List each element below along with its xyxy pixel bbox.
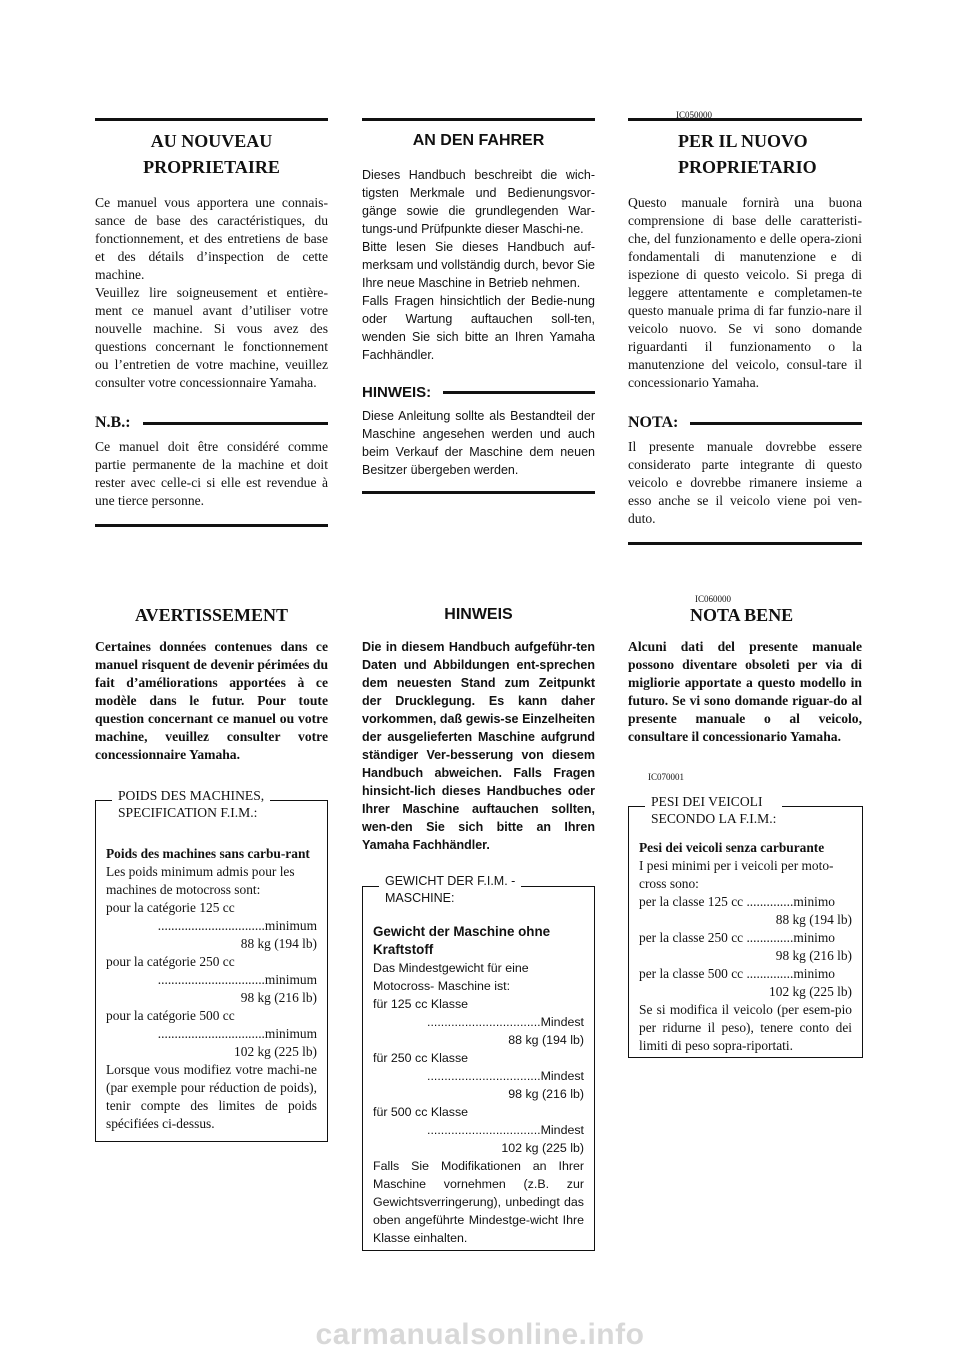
fr-box-heading: Poids des machines sans carbu-rant: [106, 846, 310, 861]
it-note-text: Il presente manuale dovrebbe essere considerato parte integrante di questo veicolo e dovrebbe rimanere insieme a esso anche se il veicolo viene poi ven-duto.: [628, 439, 862, 526]
fr-box-intro: Les poids minimum admis pour les machines de motocross sont:: [106, 864, 295, 897]
fr-warning-section: [95, 602, 328, 764]
fr-box-outro: Lorsque vous modifiez votre machi-ne (par exemple pour réduction de poids), tenir compte des limites de poids spécifiées ci-dessus.: [106, 1062, 317, 1131]
de-box-dots-250: .................................Mindest: [427, 1069, 584, 1083]
it-title: PER IL NUOVO PROPRIETARIO: [678, 131, 817, 177]
de-note-header: [362, 384, 595, 401]
fr-box-dots-500: ................................minimum: [157, 1026, 317, 1041]
de-box-value-125: 88 kg (194 lb): [508, 1033, 584, 1047]
it-note-end-rule: [628, 542, 862, 545]
de-note-label: HINWEIS:: [362, 384, 432, 401]
it-note-rule: [690, 422, 862, 425]
it-warning-text: Alcuni dati del presente manuale possono diventare obsoleti per via di migliorie apportate a questo modello in futuro. Se vi sono domande riguar-do al presente manuale o al veicolo, consultare il concessionario Yamaha.: [628, 639, 862, 744]
section-code: IC060000: [695, 594, 731, 604]
de-weight-box: [362, 874, 595, 1251]
de-intro-section: [362, 128, 595, 494]
de-warning-section: [362, 602, 595, 854]
de-note-end-rule: [362, 491, 595, 494]
fr-note-text: Ce manuel doit être considéré comme partie permanente de la machine et doit rester avec celle-ci si elle est revendue à une tierce personne.: [95, 439, 328, 508]
it-note-label: NOTA:: [628, 414, 679, 431]
de-warning-title: HINWEIS: [444, 606, 513, 623]
section-code: IC070001: [648, 772, 684, 782]
de-box-class-125: für 125 cc Klasse: [373, 997, 469, 1011]
fr-warning-title: AVERTISSEMENT: [134, 605, 289, 625]
fr-note-rule: [143, 422, 328, 425]
fr-box-class-500: pour la catégorie 500 cc: [106, 1008, 235, 1023]
top-rule-fr: [95, 118, 328, 121]
de-box-intro: Das Mindestgewicht für eine Motocross- Maschine ist:: [373, 961, 529, 993]
de-warning-text: Die in diesem Handbuch aufgeführ-ten Daten und Abbildungen ent-sprechen dem neuesten Stand zum Zeitpunkt der Drucklegung. Es kann daher vorkommen, daß gewis-se Einzelheiten der ausgelieferten Maschine aufgrund ständiger Ver-besserung von diesem Handbuch abweichen. Falls Fragen hinsicht-lich dieses Handbuches oder Ihrer Maschine auftauchen sollten, wen-den Sie sich bitte an Ihren Yamaha Fachhändler.: [362, 640, 595, 852]
it-box-class-250: per la classe 250 cc ..............minimo: [639, 930, 835, 945]
it-box-value-250: 98 kg (216 lb): [775, 948, 852, 963]
fr-box-class-125: pour la catégorie 125 cc: [106, 900, 235, 915]
it-warning-section: [628, 602, 862, 746]
fr-box-dots-250: ................................minimum: [157, 972, 317, 987]
de-box-class-500: für 500 cc Klasse: [373, 1105, 469, 1119]
de-box-value-500: 102 kg (225 lb): [501, 1141, 584, 1155]
fr-note-end-rule: [95, 524, 328, 527]
it-box-title: PESI DEI VEICOLI SECONDO LA F.I.M.:: [645, 793, 782, 827]
section-code: IC050000: [676, 110, 712, 120]
de-box-outro: Falls Sie Modifikationen an Ihrer Maschine vornehmen (z.B. zur Gewichtsverringerung), unbedingt das oben angeführte Mindestge-wicht Ihre Klasse einhalten.: [373, 1159, 584, 1245]
de-title: AN DEN FAHRER: [412, 132, 545, 149]
it-box-class-125: per la classe 125 cc ..............minimo: [639, 894, 835, 909]
de-box-value-250: 98 kg (216 lb): [508, 1087, 584, 1101]
fr-intro-text: Ce manuel vous apportera une connais-sance de base des caractéristiques, du fonctionnement, et des entretiens de base et des détails d’inspection de cette machine. Veuillez lire soigneusement et entière-ment ce manuel avant d’utiliser votre nouvelle machine. Si vous avez des questions concernant le fonctionnement ou l’entretien de votre machine, veuillez consulter votre concessionnaire Yamaha.: [95, 195, 328, 390]
de-box-heading: Gewicht der Maschine ohne Kraftstoff: [373, 924, 551, 957]
fr-box-title: POIDS DES MACHINES, SPECIFICATION F.I.M.:: [112, 787, 270, 821]
fr-box-value-125: 88 kg (194 lb): [240, 936, 317, 951]
fr-warning-text: Certaines données contenues dans ce manuel risquent de devenir périmées du fait d’améliorations apportées à ce modèle dans le futur. Pour toute question concernant ce manuel ou votre machine, veuillez consulter votre concessionnaire Yamaha.: [95, 639, 328, 762]
it-weight-box: [628, 794, 863, 1058]
de-intro-text: Dieses Handbuch beschreibt die wich-tigsten Merkmale und Bedienungsvor-gänge sowie die grundlegenden War-tungs-und Prüfpunkte dieser Maschi-ne. Bitte lesen Sie dieses Handbuch auf-merksam und vollständig durch, bevor Sie Ihre neue Maschine in Betrieb nehmen. Falls Fragen hinsichtlich der Bedie-nung oder Wartung auftauchen soll-ten, wenden Sie sich bitte an Ihren Yamaha Fachhändler.: [362, 168, 595, 362]
it-box-value-500: 102 kg (225 lb): [769, 984, 852, 999]
fr-box-value-500: 102 kg (225 lb): [234, 1044, 317, 1059]
fr-note-label: N.B.:: [95, 414, 131, 431]
it-box-value-125: 88 kg (194 lb): [775, 912, 852, 927]
it-box-heading: Pesi dei veicoli senza carburante: [639, 840, 825, 855]
de-box-dots-500: .................................Mindest: [427, 1123, 584, 1137]
de-box-title: GEWICHT DER F.I.M. - MASCHINE:: [379, 873, 521, 907]
top-rule-de: [362, 118, 595, 121]
it-note-header: [628, 414, 862, 432]
de-note-text: Diese Anleitung sollte als Bestandteil der Maschine angesehen werden und auch beim Verkauf der Maschine dem neuen Besitzer übergeben werden.: [362, 409, 595, 477]
fr-box-value-250: 98 kg (216 lb): [240, 990, 317, 1005]
it-intro-section: [628, 128, 862, 545]
it-warning-title: NOTA BENE: [690, 605, 794, 625]
fr-weight-box: [95, 788, 328, 1142]
de-box-dots-125: .................................Mindest: [427, 1015, 584, 1029]
fr-note-header: [95, 414, 328, 432]
fr-title: AU NOUVEAU PROPRIETAIRE: [143, 131, 280, 177]
de-box-class-250: für 250 cc Klasse: [373, 1051, 469, 1065]
top-rule-it: [628, 118, 862, 121]
fr-box-class-250: pour la catégorie 250 cc: [106, 954, 235, 969]
de-note-rule: [443, 391, 595, 394]
fr-box-dots-125: ................................minimum: [157, 918, 317, 933]
it-box-intro: I pesi minimi per i veicoli per moto-cross sono:: [639, 858, 834, 891]
it-box-outro: Se si modifica il veicolo (per esem-pio per ridurne il peso), tenere conto dei limiti di peso sopra-riportati.: [639, 1002, 852, 1053]
it-intro-text: Questo manuale fornirà una buona comprensione di base delle caratteristi-che, del funzionamento e delle opera-zioni fondamentali di manutenzione e di ispezione di questo veicolo. Si prega di leggere attentamente e completamen-te questo manuale prima di far funzio-nare il veicolo nuovo. Se vi sono domande riguardanti il funzionamento o la manutenzione del veicolo, consul-tare il concessionario Yamaha.: [628, 195, 862, 390]
it-box-class-500: per la classe 500 cc ..............minimo: [639, 966, 835, 981]
fr-intro-section: [95, 128, 328, 527]
watermark: carmanualsonline.info: [315, 1318, 645, 1351]
